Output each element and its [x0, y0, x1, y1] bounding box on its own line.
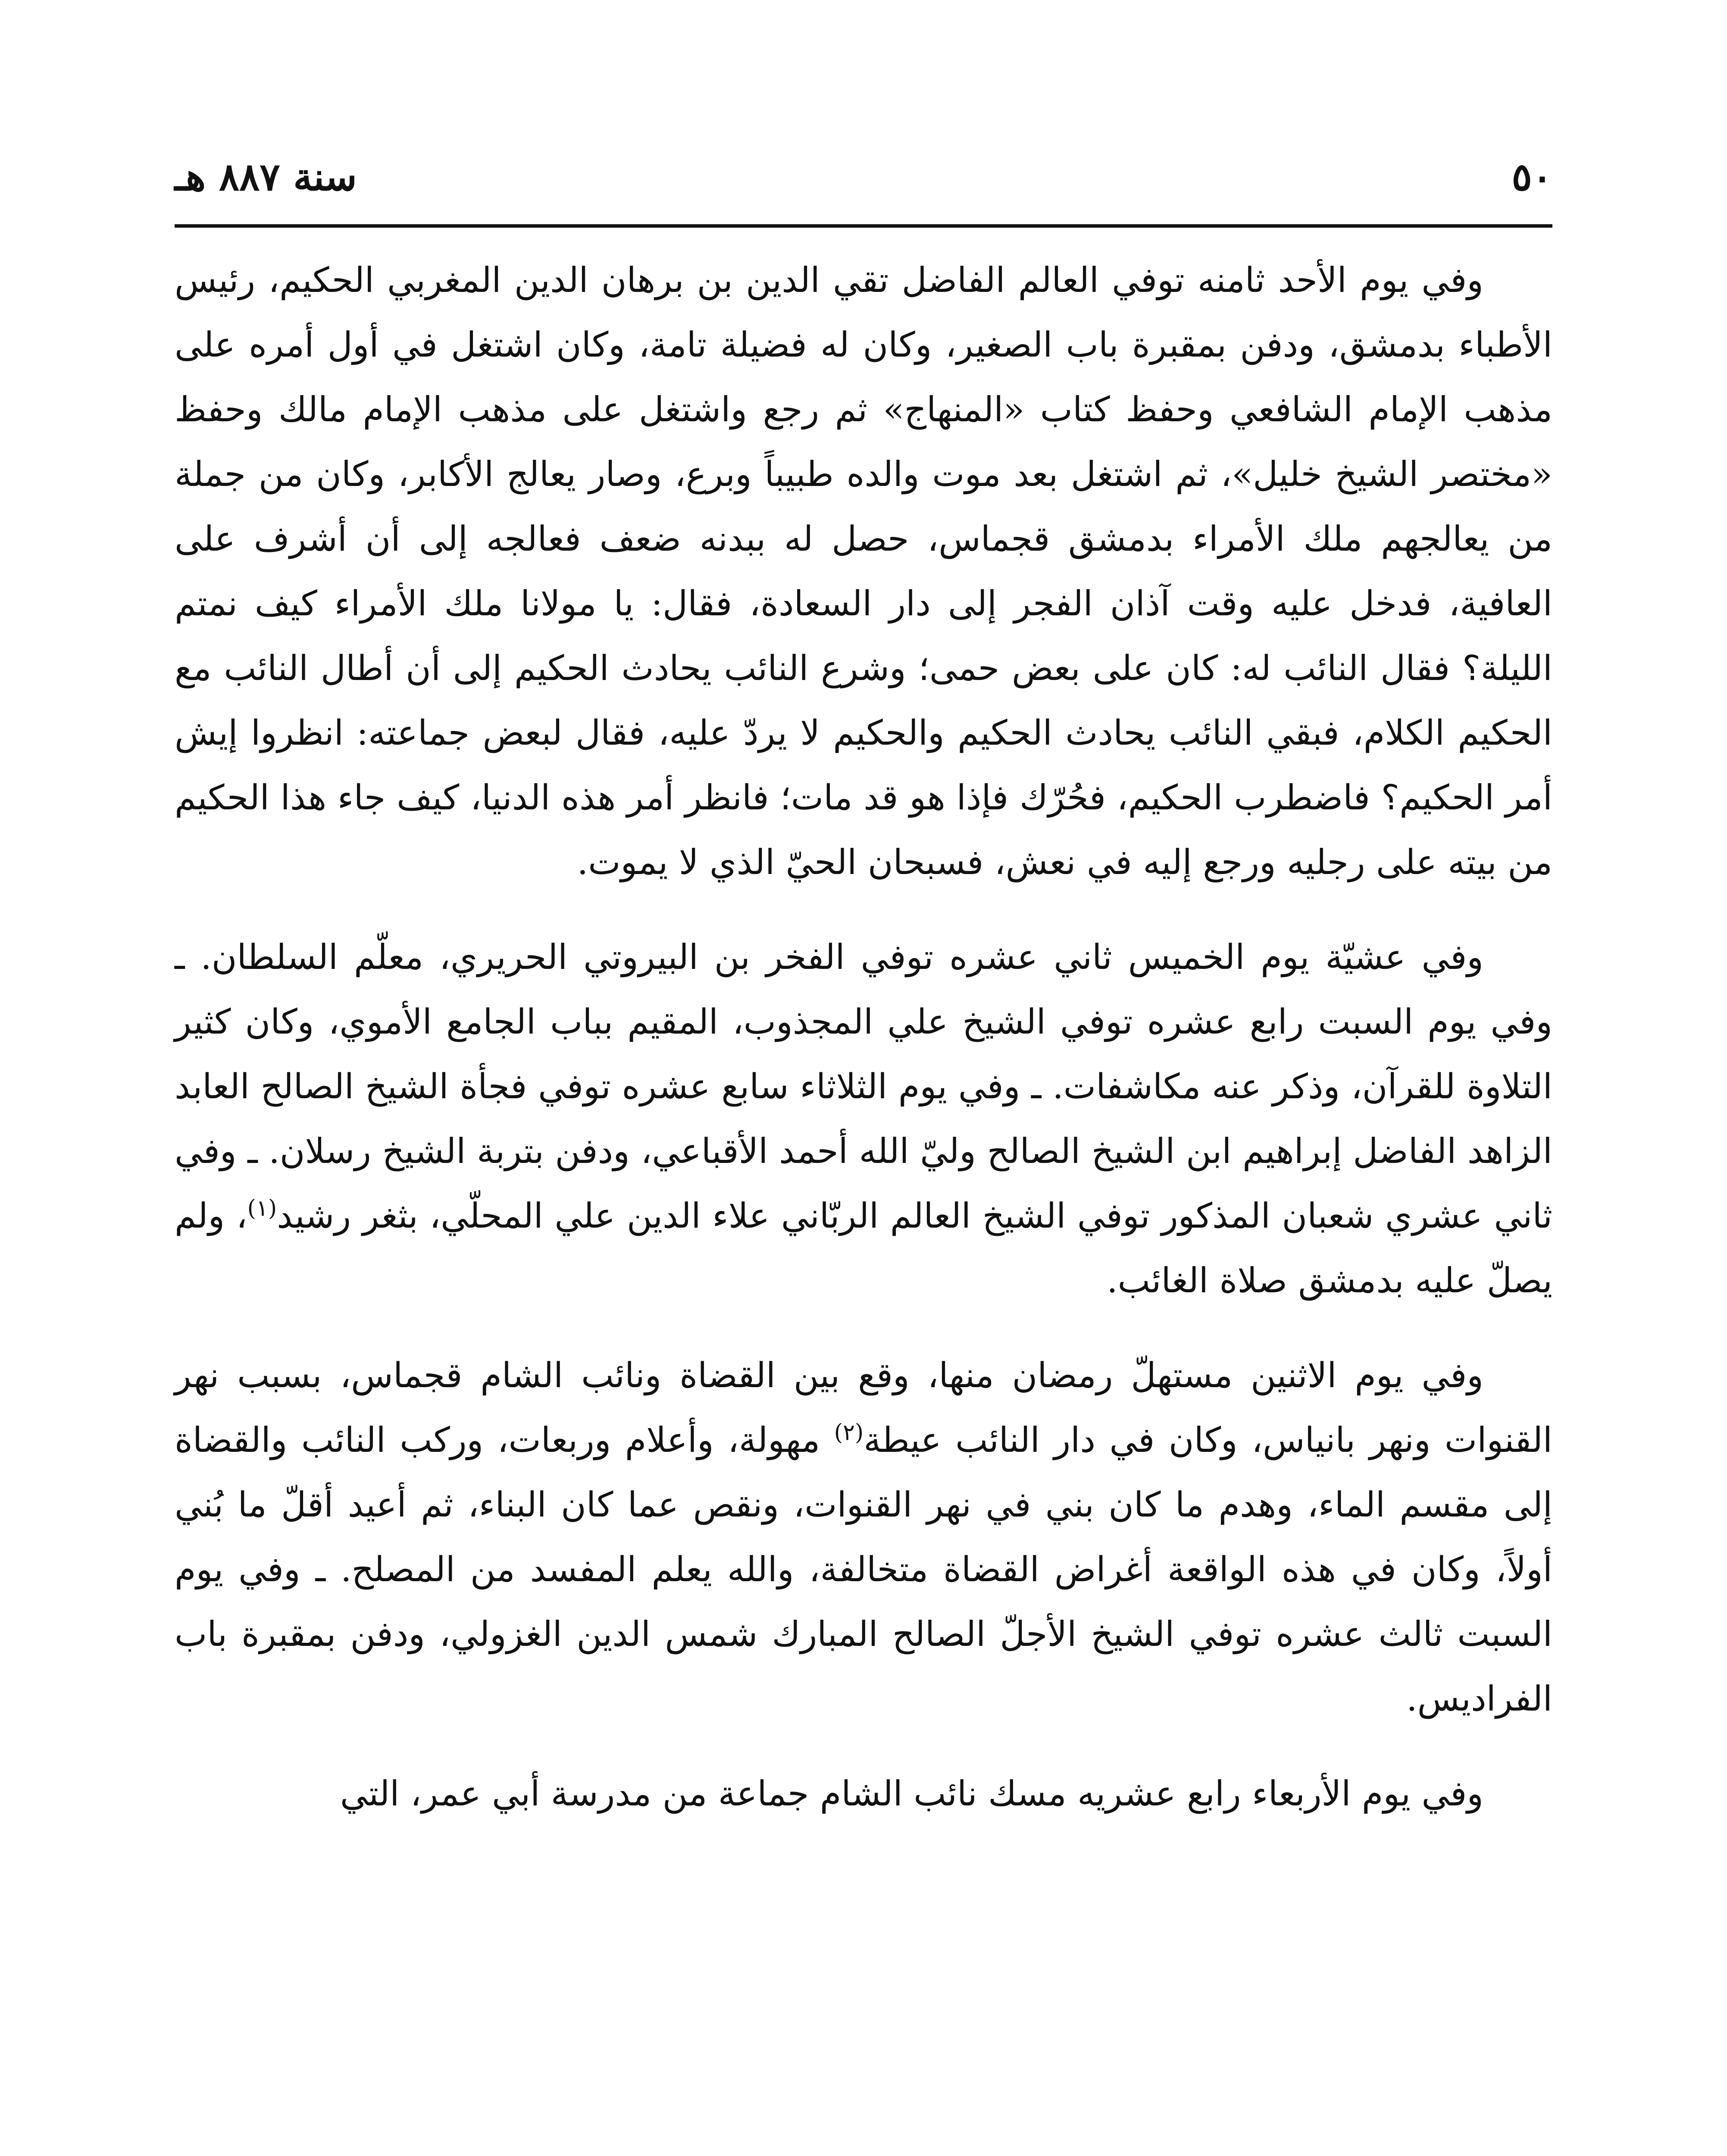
footnote-ref-1[interactable]: (١) [247, 1195, 277, 1222]
running-header [175, 147, 1552, 207]
paragraph-3 [175, 1343, 1552, 1731]
paragraph-3-text-a: وفي يوم الاثنين مستهلّ رمضان منها، وقع بين القضاة ونائب الشام قجماس، بسبب نهر القنوات ونهر بانياس، وكان في دار النائب عيطة [175, 1355, 1552, 1460]
paragraph-2 [175, 925, 1552, 1313]
paragraph-2-text-a: وفي عشيّة يوم الخميس ثاني عشره توفي الفخر بن البيروتي الحريري، معلّم السلطان. ـ وفي يوم السبت رابع عشره توفي الشيخ علي المجذوب، المقيم بباب الجامع الأموي، وكان كثير التلاوة للقرآن، وذكر عنه مكاشفات. ـ وفي يوم الثلاثاء سابع عشره توفي فجأة الشيخ الصالح العابد الزاهد الفاضل إبراهيم ابن الشيخ الصالح وليّ الله أحمد الأقباعي، ودفن بتربة الشيخ رسلان. ـ وفي ثاني عشري شعبان المذكور توفي الشيخ العالم الربّاني علاء الدين علي المحلّي، بثغر رشيد [175, 937, 1553, 1236]
paragraph-2-text-b: ، ولم يصلّ عليه بدمشق صلاة الغائب. [175, 1196, 1552, 1300]
footnote-ref-2[interactable]: (٢) [834, 1420, 864, 1446]
body-text [175, 248, 1552, 1826]
page-number: ٥٠ [1511, 154, 1552, 199]
running-title: سنة ٨٨٧ هـ [175, 154, 357, 199]
paragraph-3-text-b: مهولة، وأعلام وربعات، وركب النائب والقضاة إلى مقسم الماء، وهدم ما كان بني في نهر القنوات، ونقص عما كان البناء، ثم أعيد أقلّ ما بُني أولاً، وكان في هذه الواقعة أغراض القضاة متخالفة، والله يعلم المفسد من المصلح. ـ وفي يوم السبت ثالث عشره توفي الشيخ الأجلّ الصالح المبارك شمس الدين الغزولي، ودفن بمقبرة باب الفراديس. [175, 1420, 1552, 1719]
header-rule [175, 224, 1552, 228]
paragraph-1: وفي يوم الأحد ثامنه توفي العالم الفاضل تقي الدين بن برهان الدين المغربي الحكيم، رئيس الأطباء بدمشق، ودفن بمقبرة باب الصغير، وكان له فضيلة تامة، وكان اشتغل في أول أمره على مذهب الإمام الشافعي وحفظ كتاب «المنهاج» ثم رجع واشتغل على مذهب الإمام مالك وحفظ «مختصر الشيخ خليل»، ثم اشتغل بعد موت والده طبيباً وبرع، وصار يعالج الأكابر، وكان من جملة من يعالجهم ملك الأمراء بدمشق قجماس، حصل له ببدنه ضعف فعالجه إلى أن أشرف على العافية، فدخل عليه وقت آذان الفجر إلى دار السعادة، فقال: يا مولانا ملك الأمراء كيف نمتم الليلة؟ فقال النائب له: كان على بعض حمى؛ وشرع النائب يحادث الحكيم إلى أن أطال النائب مع الحكيم الكلام، فبقي النائب يحادث الحكيم والحكيم لا يردّ عليه، فقال لبعض جماعته: انظروا إيش أمر الحكيم؟ فاضطرب الحكيم، فحُرّك فإذا هو قد مات؛ فانظر أمر هذه الدنيا، كيف جاء هذا الحكيم من بيته على رجليه ورجع إليه في نعش، فسبحان الحيّ الذي لا يموت. [175, 260, 1552, 882]
paragraph-4: وفي يوم الأربعاء رابع عشريه مسك نائب الشام جماعة من مدرسة أبي عمر، التي [340, 1774, 1483, 1814]
